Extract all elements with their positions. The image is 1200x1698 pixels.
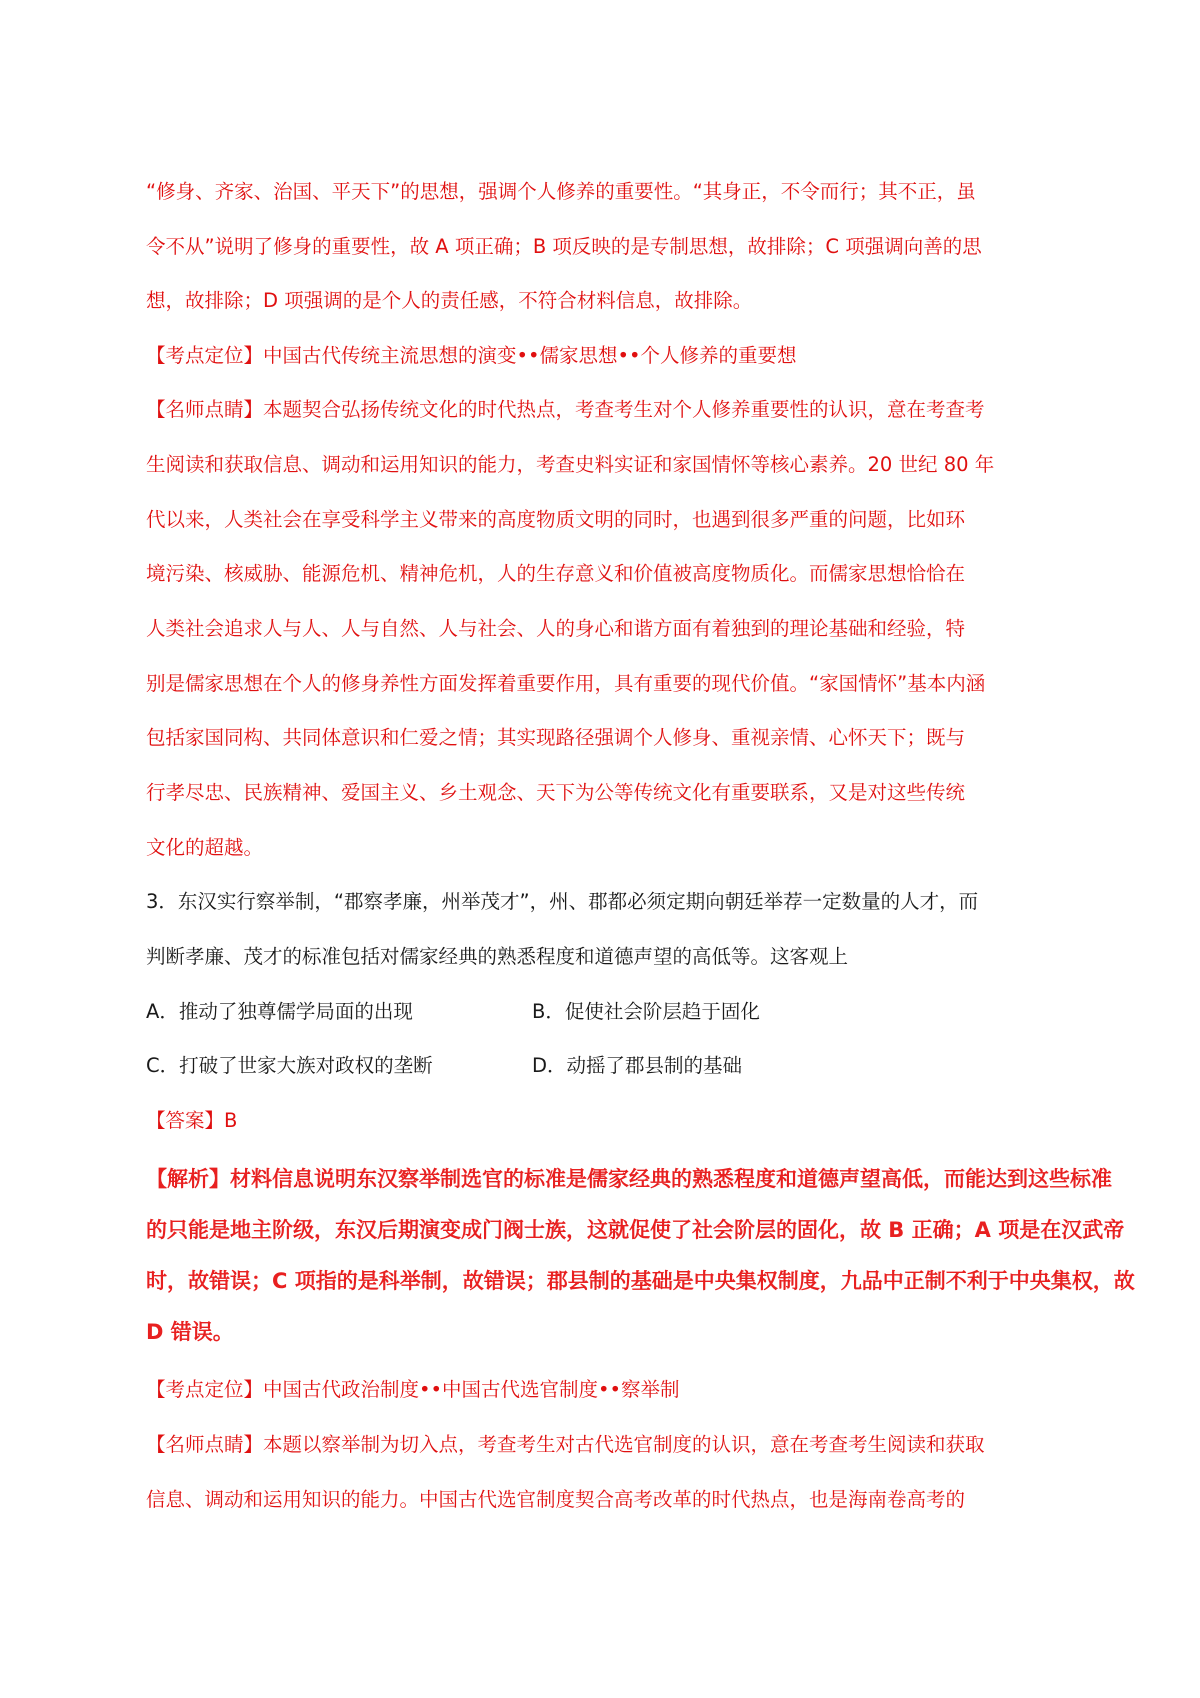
option-b: B．促使社会阶层趋于固化 — [532, 1000, 760, 1023]
mingshi-line: 行孝尽忠、民族精神、爱国主义、乡土观念、天下为公等传统文化有重要联系，又是对这些传统 — [146, 781, 966, 804]
explanation-line: D 错误。 — [146, 1320, 234, 1344]
question-stem-line: 判断孝廉、茂才的标准包括对儒家经典的熟悉程度和道德声望的高低等。这客观上 — [146, 945, 849, 968]
mingshi-line: 信息、调动和运用知识的能力。中国古代选官制度契合高考改革的时代热点，也是海南卷高考的 — [146, 1488, 966, 1511]
kaodian-dingwei: 【考点定位】中国古代政治制度••中国古代选官制度••察举制 — [146, 1378, 680, 1401]
analysis-line: “修身、齐家、治国、平天下”的思想，强调个人修养的重要性。“其身正，不令而行；其不正，虽 — [146, 180, 976, 203]
explanation-line: 时，故错误；C 项指的是科举制，故错误；郡县制的基础是中央集权制度，九品中正制不利于中央集权，故 — [146, 1269, 1135, 1293]
analysis-line: 令不从”说明了修身的重要性，故 A 项正确；B 项反映的是专制思想，故排除；C 项强调向善的思 — [146, 235, 982, 258]
mingshi-line: 人类社会追求人与人、人与自然、人与社会、人的身心和谐方面有着独到的理论基础和经验，特 — [146, 617, 966, 640]
mingshi-line: 生阅读和获取信息、调动和运用知识的能力，考查史料实证和家国情怀等核心素养。20 世纪 80 年 — [146, 453, 995, 476]
option-c: C．打破了世家大族对政权的垄断 — [146, 1054, 433, 1077]
mingshi-line: 文化的超越。 — [146, 836, 264, 859]
mingshi-line: 【名师点睛】本题契合弘扬传统文化的时代热点，考查考生对个人修养重要性的认识，意在考查考 — [146, 398, 985, 421]
mingshi-line: 别是儒家思想在个人的修身养性方面发挥着重要作用，具有重要的现代价值。“家国情怀”基本内涵 — [146, 672, 986, 695]
option-a: A．推动了独尊儒学局面的出现 — [146, 1000, 413, 1023]
option-d: D．动摇了郡县制的基础 — [532, 1054, 743, 1077]
mingshi-line: 代以来，人类社会在享受科学主义带来的高度物质文明的同时，也遇到很多严重的问题，比如环 — [146, 508, 966, 531]
question-stem-line: 3．东汉实行察举制，“郡察孝廉，州举茂才”，州、郡都必须定期向朝廷举荐一定数量的人才，而 — [146, 890, 979, 913]
kaodian-dingwei: 【考点定位】中国古代传统主流思想的演变••儒家思想••个人修养的重要想 — [146, 344, 797, 367]
analysis-line: 想，故排除；D 项强调的是个人的责任感，不符合材料信息，故排除。 — [146, 289, 753, 312]
explanation-line: 的只能是地主阶级，东汉后期演变成门阀士族，这就促使了社会阶层的固化，故 B 正确；A 项是在汉武帝 — [146, 1218, 1125, 1242]
mingshi-line: 包括家国同构、共同体意识和仁爱之情；其实现路径强调个人修身、重视亲情、心怀天下；既与 — [146, 726, 966, 749]
answer: 【答案】B — [146, 1109, 238, 1132]
mingshi-line: 境污染、核威胁、能源危机、精神危机，人的生存意义和价值被高度物质化。而儒家思想恰恰在 — [146, 562, 966, 585]
explanation-line: 【解析】材料信息说明东汉察举制选官的标准是儒家经典的熟悉程度和道德声望高低，而能达到这些标准 — [146, 1167, 1112, 1191]
mingshi-line: 【名师点睛】本题以察举制为切入点，考查考生对古代选官制度的认识，意在考查考生阅读和获取 — [146, 1433, 985, 1456]
